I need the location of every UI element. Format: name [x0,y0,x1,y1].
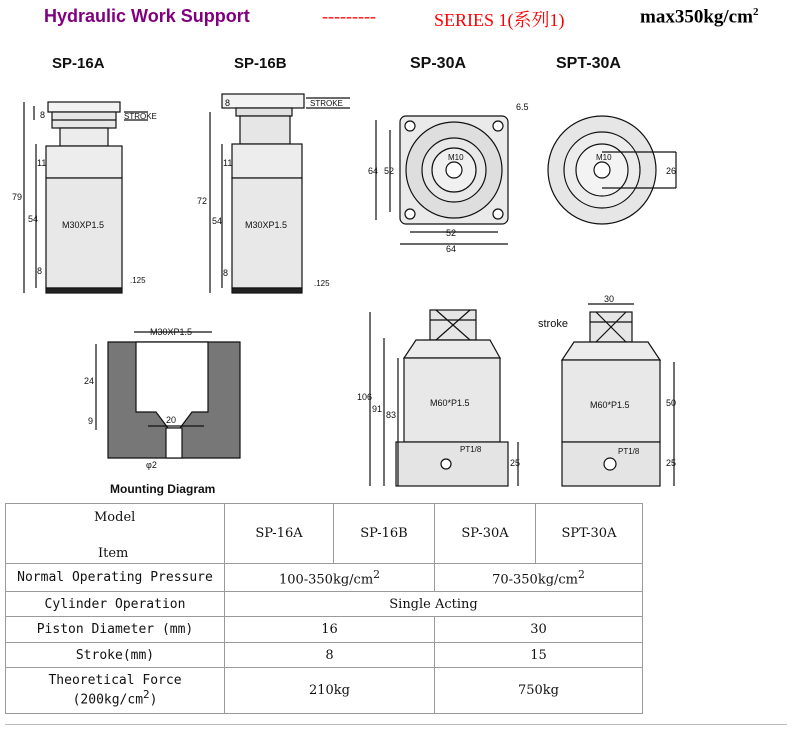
row-label-force-line1: Theoretical Force [48,673,182,689]
piston-value-16: 16 [225,617,435,643]
sp30a-dim-106: 106 [357,392,373,402]
sp30a-dim-52-bottom: 52 [446,228,457,238]
sp16a-dim-125: .125 [130,276,146,285]
row-label-cylinder: Cylinder Operation [6,592,225,617]
max-pressure [640,6,758,28]
force-line2-end: ) [149,692,158,708]
spt30a-side-view [562,304,677,486]
pressure-value-30 [435,564,643,592]
item-label: Item [98,546,129,561]
sp16b-dim-125: .125 [314,279,330,288]
spt30a-dim-30: 30 [604,294,615,304]
sp30a-m10-label: M10 [448,153,464,162]
sp16b-dim-72: 72 [197,196,208,206]
spec-table [5,503,643,714]
pressure-value-16-sup: 2 [373,567,381,581]
model-title-sp16a: SP-16A [52,55,105,72]
mounting-caption: Mounting Diagram [110,482,216,496]
spt30a-port-label: PT1/8 [618,447,640,456]
sp16b-dim-11: 11 [223,158,233,168]
max-pressure-value: max350kg/cm [640,6,753,28]
spt30a-dim-50: 50 [666,398,677,408]
row-label-force [6,668,225,714]
force-value-30: 750kg [435,668,643,714]
sp16b-dim-54: 54 [212,216,223,226]
sp16a-stroke-label: STROKE [124,112,157,121]
force-value-16: 210kg [225,668,435,714]
sp16b-thread-label: M30XP1.5 [245,220,288,230]
spt30a-stroke-label: stroke [538,318,568,330]
sp16b-side-view [210,94,350,293]
page-header [0,0,792,36]
series-label: SERIES 1(系列1) [434,10,565,30]
page-title: Hydraulic Work Support [44,6,250,26]
sp30a-dim-52-left: 52 [384,166,395,176]
spt30a-dim-26: 26 [666,166,677,176]
row-label-stroke: Stroke(mm) [6,643,225,668]
sp30a-dim-83: 83 [386,410,397,420]
spt30a-top-view [548,116,676,224]
mount-phi2-label: φ2 [146,460,157,470]
sp30a-port-label: PT1/8 [460,445,482,454]
row-label-piston: Piston Diameter (mm) [6,617,225,643]
sp16b-stroke-label: STROKE [310,99,343,108]
force-line2-text: (200kg/cm [72,692,144,708]
sp16a-dim-8-top: 8 [40,110,46,120]
header-model-sp16a: SP-16A [225,504,334,564]
sp30a-dim-25: 25 [510,458,521,468]
sp16a-dim-54: 54 [28,214,39,224]
sp30a-dim-6-5: 6.5 [516,102,529,112]
force-line2-sup: 2 [143,688,150,702]
spt30a-m10-label: M10 [596,153,612,162]
table-header-row [6,504,643,564]
sp30a-dim-64-bottom: 64 [446,244,457,254]
sp16b-dim-8-top: 8 [225,98,231,108]
mount-dim-24: 24 [84,376,95,386]
pressure-value-30-text: 70-350kg/cm [492,572,579,588]
table-row-pressure [6,564,643,592]
sp16a-dim-8-bottom: 8 [37,266,43,276]
spt30a-dim-25: 25 [666,458,677,468]
pressure-value-16-text: 100-350kg/cm [278,572,374,588]
title-dash-separator: --------- [322,6,376,26]
sp30a-thread-label: M60*P1.5 [430,398,470,408]
row-label-pressure: Normal Operating Pressure [6,564,225,592]
sp16a-side-view [24,102,148,293]
spt30a-thread-label: M60*P1.5 [590,400,630,410]
sp16a-thread-label: M30XP1.5 [62,220,105,230]
pressure-value-30-sup: 2 [578,567,585,581]
mount-dim-20: 20 [166,415,177,425]
model-title-sp16b: SP-16B [234,55,287,72]
table-row-piston [6,617,643,643]
model-title-spt30a: SPT-30A [556,55,621,72]
model-label: Model [94,510,136,525]
row-label-force-line2 [6,688,224,707]
header-model-sp16b: SP-16B [334,504,435,564]
technical-drawing [0,40,792,500]
mounting-diagram [96,332,240,458]
table-row-stroke [6,643,643,668]
sp30a-top-view [376,116,508,244]
stroke-value-30: 15 [435,643,643,668]
header-model-spt30a: SPT-30A [536,504,643,564]
sp16b-dim-8-bottom: 8 [223,268,229,278]
sp16a-dim-11: 11 [37,158,47,168]
piston-value-30: 30 [435,617,643,643]
table-row-cylinder [6,592,643,617]
sp16a-dim-79: 79 [12,192,23,202]
mount-thread-label: M30XP1.5 [150,327,193,337]
model-item-cell [6,504,225,564]
mount-dim-9: 9 [88,416,94,426]
stroke-value-16: 8 [225,643,435,668]
sp30a-dim-91: 91 [372,404,383,414]
model-title-sp30a: SP-30A [410,55,467,72]
header-model-sp30a: SP-30A [435,504,536,564]
table-row-force [6,668,643,714]
cylinder-value: Single Acting [225,592,643,617]
sp30a-dim-64-left: 64 [368,166,379,176]
pressure-value-16 [225,564,435,592]
max-pressure-sup: 2 [752,6,759,18]
bottom-divider [5,724,787,725]
